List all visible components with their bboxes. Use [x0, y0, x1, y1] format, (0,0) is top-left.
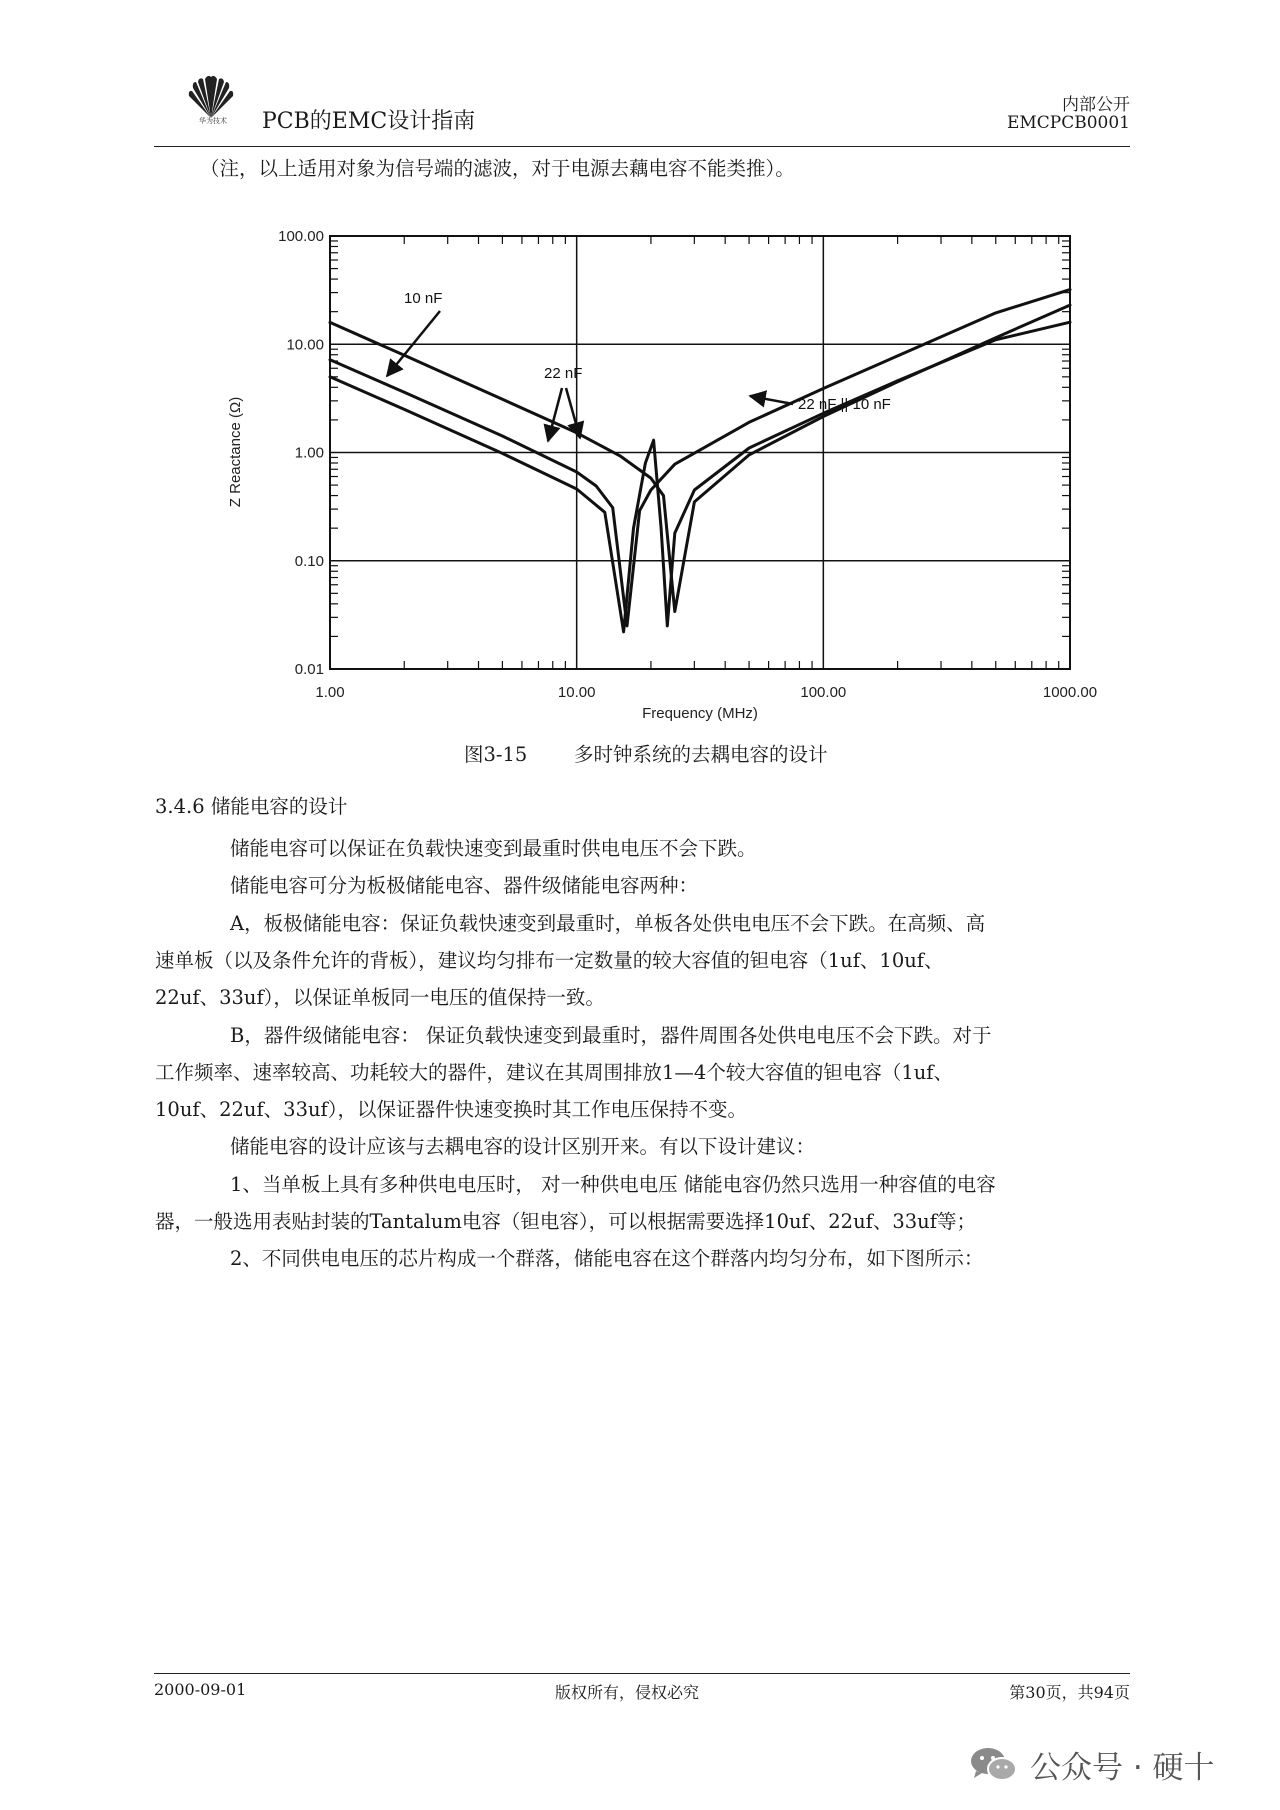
- footer-date: 2000-09-01: [154, 1680, 247, 1699]
- classification-label: 内部公开: [1062, 95, 1130, 115]
- annotation-10nf: 10 nF: [404, 290, 443, 307]
- series-line-2: [330, 322, 1070, 632]
- paragraph-line: B，器件级储能电容： 保证负载快速变到最重时，器件周围各处供电电压不会下跌。对于: [230, 1023, 992, 1047]
- paragraph-line: 22uf、33uf），以保证单板同一电压的值保持一致。: [155, 986, 605, 1010]
- annotation-22nf-arrow-1: [548, 388, 562, 441]
- paragraph-line: 储能电容可分为板极储能电容、器件级储能电容两种：: [230, 874, 699, 898]
- paragraph-line: 10uf、22uf、33uf），以保证器件快速变换时其工作电压保持不变。: [155, 1098, 748, 1122]
- paragraph-line: 储能电容可以保证在负载快速变到最重时供电电压不会下跌。: [230, 837, 757, 860]
- paragraph-line: 储能电容的设计应该与去耦电容的设计区别开来。有以下设计建议：: [230, 1135, 816, 1159]
- impedance-chart: [210, 216, 1110, 726]
- x-tick-label: 1.00: [315, 684, 345, 701]
- footer-divider: [154, 1673, 1130, 1674]
- note-text: （注，以上适用对象为信号端的滤波，对于电源去藕电容不能类推）。: [200, 157, 795, 180]
- x-tick-label: 10.00: [557, 684, 596, 701]
- paragraph-line: A，板极储能电容：保证负载快速变到最重时，单板各处供电电压不会下跌。在高频、高: [230, 911, 986, 935]
- x-tick-label: 100.00: [800, 684, 847, 701]
- footer-page-number: 第30页，共94页: [1009, 1683, 1130, 1702]
- figure-caption: 多时钟系统的去耦电容的设计: [574, 743, 828, 766]
- series-line-0: [330, 305, 1070, 611]
- paragraph-line: 器，一般选用表贴封装的Tantalum电容（钽电容），可以根据需要选择10uf、22uf、33uf等；: [155, 1210, 976, 1233]
- wechat-icon: [968, 1744, 1020, 1784]
- figure-number: 图3-15: [464, 743, 528, 766]
- y-axis-label: Z Reactance (Ω): [227, 396, 244, 508]
- logo-caption: 华为技术: [199, 117, 227, 125]
- paragraph-line: 速单板（以及条件允许的背板），建议均匀排布一定数量的较大容值的钽电容（1uf、10uf、: [155, 948, 944, 972]
- x-axis-label: Frequency (MHz): [642, 705, 758, 722]
- y-tick-label: 0.10: [294, 552, 324, 570]
- footer-copyright: 版权所有，侵权必究: [555, 1683, 700, 1702]
- paragraph-line: 2、不同供电电压的芯片构成一个群落，储能电容在这个群落内均匀分布，如下图所示：: [230, 1247, 984, 1271]
- paragraph-line: 1、当单板上具有多种供电电压时， 对一种供电电压 储能电容仍然只选用一种容值的电容: [230, 1172, 996, 1196]
- chart-series-group: [330, 290, 1070, 632]
- chart-ticks: [278, 228, 1097, 701]
- y-tick-label: 1.00: [294, 444, 324, 462]
- header-divider: [154, 146, 1130, 147]
- document-code: EMCPCB0001: [1006, 113, 1130, 133]
- annotation-parallel-arrow: [750, 396, 793, 404]
- x-tick-label: 1000.00: [1042, 684, 1098, 701]
- annotation-parallel: 22 nF || 10 nF: [798, 396, 891, 413]
- annotation-22nf: 22 nF: [544, 365, 583, 382]
- series-line-1: [330, 290, 1070, 626]
- document-title: PCB的EMC设计指南: [262, 109, 476, 134]
- y-tick-label: 100.00: [278, 228, 324, 245]
- y-tick-label: 10.00: [286, 336, 324, 354]
- watermark-text: 公众号 · 硬十: [1030, 1750, 1215, 1786]
- section-heading: 3.4.6 储能电容的设计: [155, 795, 348, 818]
- paragraph-line: 工作频率、速率较高、功耗较大的器件，建议在其周围排放1—4个较大容值的钽电容（1uf、: [155, 1060, 953, 1084]
- y-tick-label: 0.01: [294, 661, 324, 678]
